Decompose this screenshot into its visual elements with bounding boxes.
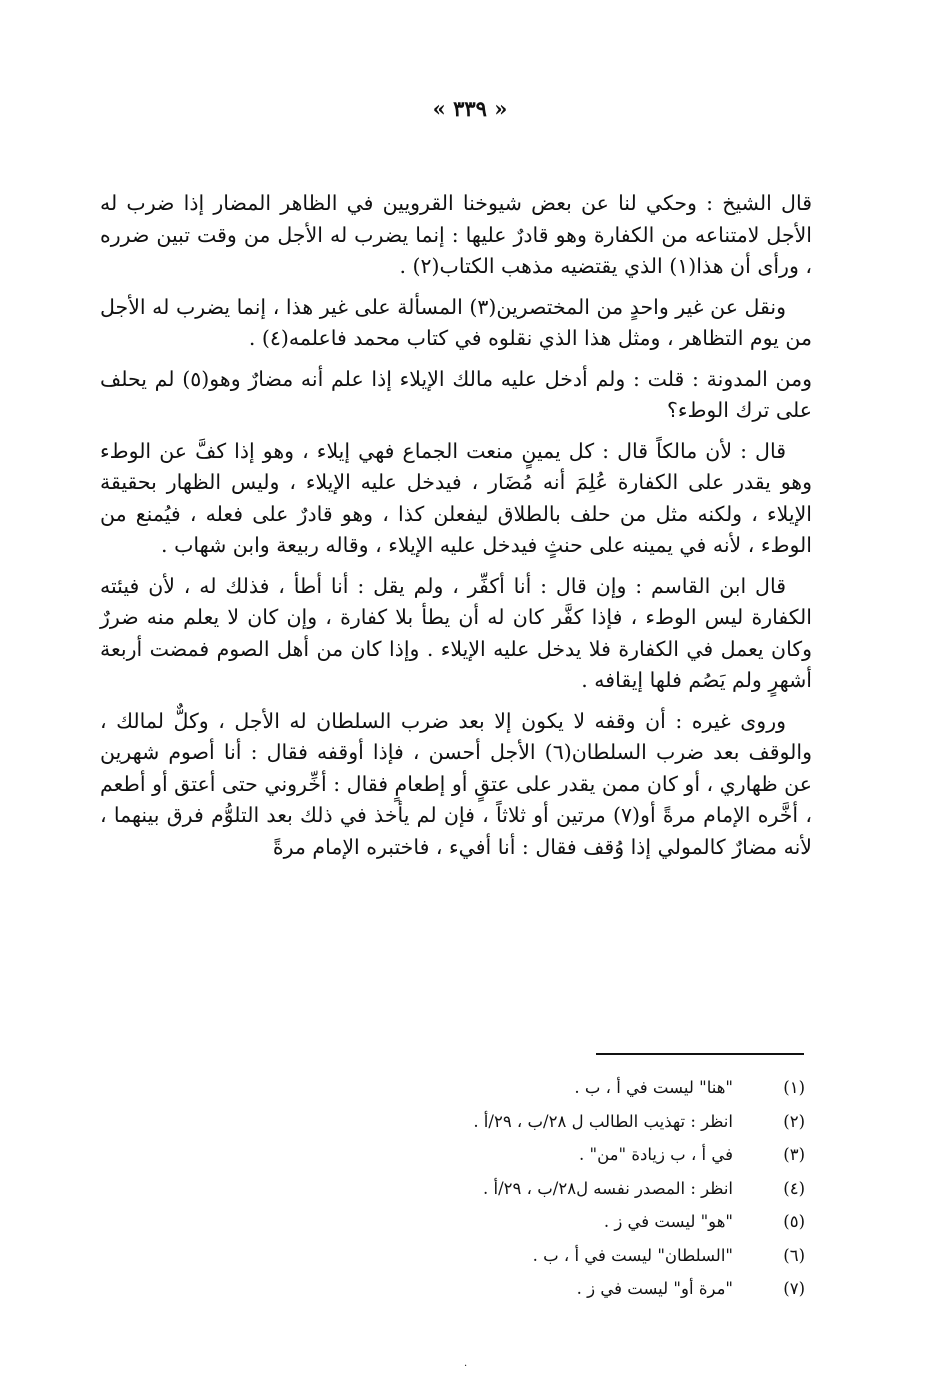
footnote	[100, 1172, 805, 1206]
footnote-number: (١)	[783, 1078, 805, 1098]
footnote-text: "مرة أو" ليست في ز .	[576, 1279, 733, 1299]
footnote-text: انظر : المصدر نفسه ل٢٨/ب ، ٢٩/أ .	[483, 1178, 733, 1198]
paragraph: وروى غيره : أن وقفه لا يكون إلا بعد ضرب السلطان له الأجل ، وكلٌّ لمالك ، والوقف بعد ضرب السلطان(٦) الأجل أحسن ، فإذا أوقفه فقال : أنا أصوم شهرين عن ظهاري ، أو كان ممن يقدر على عتقٍ أو إطعامٍ فقال : أخِّروني حتى أعتق أو أطعم ، أخَّره الإمام مرةً أو(٧) مرتين أو ثلاثاً ، فإن لم يأخذ في ذلك بعد التلوُّم فرق بينهما ، لأنه مضارٌ كالمولي إذا وُقف فقال : أنا أفيء ، فاختبره الإمام مرةً	[100, 708, 812, 859]
paragraph: قال الشيخ : وحكي لنا عن بعض شيوخنا القرويين في الظاهر المضار إذا ضرب له الأجل لامتناعه من الكفارة وهو قادرٌ عليها : إنما يضرب له الأجل من وقت تبين ضرره ، ورأى أن هذا(١) الذي يقتضيه مذهب الكتاب(٢) .	[100, 191, 812, 278]
footnote-text: "السلطان" ليست في أ ، ب .	[532, 1245, 733, 1265]
footnote	[100, 1138, 805, 1172]
paragraph: ومن المدونة : قلت : ولم أدخل عليه مالك الإيلاء إذا علم أنه مضارٌ وهو(٥) لم يحلف على ترك الوطء؟	[100, 366, 813, 422]
footnote	[100, 1105, 805, 1139]
main-text	[100, 188, 812, 872]
footnote-text: "هنا" ليست في أ ، ب .	[574, 1078, 733, 1098]
page-number: « ٣٣٩ »	[432, 96, 508, 121]
footnote-number: (٣)	[783, 1145, 805, 1165]
footnote-number: (٢)	[783, 1111, 805, 1131]
footnote-separator	[596, 1053, 804, 1055]
footnote-number: (٧)	[783, 1279, 805, 1299]
footnote	[100, 1272, 805, 1306]
footnote-text: "هو" ليست في ز .	[603, 1212, 733, 1232]
footnote-number: (٥)	[783, 1212, 805, 1232]
footnotes	[100, 1071, 805, 1306]
paragraph: ونقل عن غير واحدٍ من المختصرين(٣) المسألة على غير هذا ، إنما يضرب له الأجل من يوم التظاهر ، ومثل هذا الذي نقلوه في كتاب محمد فاعلمه(٤) .	[100, 294, 812, 350]
footnote	[100, 1239, 805, 1273]
paragraph: قال : لأن مالكاً قال : كل يمينٍ منعت الجماع فهي إيلاء ، وهو إذا كفَّ عن الوطء وهو يقدر على الكفارة عُلِمَ أنه مُضَار ، فيدخل عليه الإيلاء ، وليس الظهار بحقيقة الإيلاء ، ولكنه مثل من حلف بالطلاق ليفعلن كذا ، وهو قادرٌ على فعله ، فيُمنع من الوطء ، لأنه في يمينه على حنثٍ فيدخل عليه الإيلاء ، وقاله ربيعة وابن شهاب .	[100, 438, 812, 557]
paragraph: قال ابن القاسم : وإن قال : أنا أكفِّر ، ولم يقل : أنا أطأ ، فذلك له ، لأن فيئته الكفارة ليس الوطء ، فإذا كفَّر كان له أن يطأ بلا كفارة ، وإن كان لا يعلم منه ضررٌ وكان يعمل في الكفارة فلا يدخل عليه الإيلاء . وإذا كان من أهل الصوم فمضت أربعة أشهرٍ ولم يَصُم فلها إيقافه .	[100, 573, 812, 692]
scan-speck: .	[464, 1358, 468, 1369]
footnote	[100, 1205, 805, 1239]
footnote-text: انظر : تهذيب الطالب ل ٢٨/ب ، ٢٩/أ .	[473, 1111, 733, 1131]
footnote	[100, 1071, 805, 1105]
footnote-number: (٤)	[783, 1178, 805, 1198]
footnote-number: (٦)	[783, 1245, 805, 1265]
footnote-text: في أ ، ب زيادة "من" .	[579, 1145, 733, 1165]
